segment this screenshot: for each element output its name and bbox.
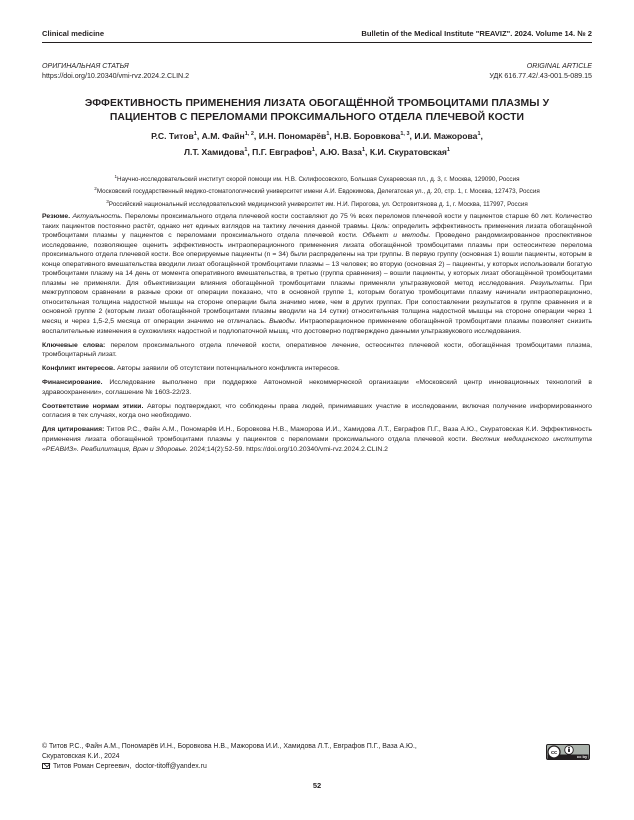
cc-by-license-icon[interactable] [546,744,590,760]
journal-label: Bulletin of the Medical Institute "REAVIZ". 2024. Volume 14. № 2 [361,29,592,38]
methods-text: Проведено рандомизированное проспективное исследование, позволяющее оценить эффективность интраоперационного применения лизата обогащённой тромбоцитами плазмы при остеосинтезе перелома проксимального отдела плечевой кости. Все оперируемые пациенты (n = 34) были распределены на три группы. В первую группу (основная 1) вошли пациенты, которым в конце оперативного вмешательства вводили лизат обогащённой тромбоцитами плазмы – 13 человек; во вторую (основная 2) – пациенты, у которых использовали богатую тромбоцитами плазму на 14 день от момента оперативного вмешательства, в третью (группа сравнения) – вошли пациенты, у которых лизат обогащённой тромбоцитами плазмы не применяли. Для объективизации влияния обогащённой тромбоцитами плазмы применяли ультразвуковой метод исследования. [42,232,593,287]
ethics-paragraph [42,402,592,421]
header-rule [42,42,592,43]
author: Н.В. Боровкова [334,130,401,141]
page-number: 52 [312,781,322,790]
affiliation-text: Российский национальный исследовательский медицинский университет им. Н.И. Пирогова, ул. Островитянова д. 1, г. Москва, 117997, Россия [108,200,528,208]
abstract-paragraph [42,212,592,336]
article-meta [42,61,592,81]
methods-label: Объект и методы. [362,232,431,240]
keywords-text: перелом проксимального отдела плечевой кости, оперативное лечение, остеосинтез плечевой кости, обогащённая тромбоцитами плазма, тромбоцитарный лизат. [42,341,593,359]
contact-email-link[interactable]: doctor-titoff@yandex.ru [135,762,207,770]
author: П.Г. Евграфов [252,146,312,157]
author: И.Н. Пономарёв [258,130,327,141]
affiliation [42,184,592,196]
citation-text: Титов Р.С., Файн А.М., Пономарёв И.Н., Боровкова Н.В., Мажорова И.И., Хамидова Л.Т., Евграфов П.Г., Ваза А.Ю., Скуратовская К.И. Эффективность применения лизата обогащённой тромбоцитами плазмы у пациентов с переломами проксимального отдела плечевой кости. [42,426,592,443]
author: А.Ю. Ваза [319,146,362,157]
article-type-ru: ОРИГИНАЛЬНАЯ СТАТЬЯ [42,62,129,70]
author: Л.Т. Хамидова [184,146,245,157]
funding-text: Исследование выполнено при поддержке Автономной некоммерческой организации «Московский центр инновационных технологий в здравоохранении», соглашение № 1603-22/23. [42,379,592,396]
affiliation-number: 3 [106,198,109,204]
author: Р.С. Титов [151,130,194,141]
aim-text: определить эффективность применения лизата обогащённой тромбоцитами плазмы у пациентов с переломами проксимального отдела плечевой кости. [42,222,593,240]
author-affil-ref: 1 [244,146,248,153]
results-label: Результаты. [530,279,575,287]
author-affil-ref: 1, 2 [244,131,254,137]
author-affil-ref: 1, 3 [400,131,410,137]
svg-text:cc: cc [550,750,558,756]
author: И.И. Мажорова [414,130,478,141]
ethics-text: Авторы подтверждают, что соблюдены права людей, принимавших участие в исследовании, включая получение информированного согласия в тех случаях, когда оно необходимо. [42,402,592,420]
affiliation-text: Научно-исследовательский институт скорой помощи им. Н.В. Склифосовского, Большая Сухаревская пл., д. 3, г. Москва, 129090, Россия [117,176,520,184]
author-affil-ref: 1 [311,146,315,153]
results-text: При межгрупповом сравнении в разные сроки от операции показано, что в основной группе 1, которым богатую тромбоцитами плазму начинали интраоперационно, относительная толщина надостной мышцы на стороне операции была значимо ниже, чем в других группах. При сопоставлении результатов в группе сравнения и в основной группе 2 (которым лизат обогащённой тромбоцитами плазмы вводили на 14 сутки) относительная толщина надостной мышцы на стороне операции через 1 месяц и через 1,5-2,5 месяца от операции значимо не отличалась. [42,279,592,326]
doi-link[interactable]: https://doi.org/10.20340/vmi-rvz.2024.2.CLIN.2 [42,72,190,80]
article-title: ЭФФЕКТИВНОСТЬ ПРИМЕНЕНИЯ ЛИЗАТА ОБОГАЩЁННОЙ ТРОМБОЦИТАМИ ПЛАЗМЫ У ПАЦИЕНТОВ С ПЕРЕЛОМАМИ ПРОКСИМАЛЬНОГО ОТДЕЛА ПЛЕЧЕВОЙ КОСТИ [84,98,550,123]
license-badge-text: cc by [577,754,588,760]
section-label: Clinical medicine [42,29,105,38]
author-affil-ref: 1 [193,131,197,137]
affiliation [42,197,592,209]
udk-code: УДК 616.77.42/.43-001.5-089.15 [489,72,592,80]
conflict-text: Авторы заявили об отсутствии потенциального конфликта интересов. [115,365,340,373]
keywords-paragraph [42,341,592,360]
conclusions-label: Выводы. [269,318,297,326]
citation-journal: Вестник медицинского института «РЕАВИЗ». Реабилитация, Врач и Здоровье. [42,435,592,453]
mail-icon [42,763,50,769]
abstract-block [42,212,592,459]
affiliation-list [42,172,592,209]
article-type-en: ORIGINAL ARTICLE [526,62,592,70]
funding-label: Финансирование. [42,379,103,387]
aim-label: Цель: [371,222,390,230]
author: А.М. Файн [201,130,245,141]
abstract-label: Резюме. [42,213,71,220]
author: К.И. Скуратовская [369,146,447,157]
copyright-text: © Титов Р.С., Файн А.М., Пономарёв И.Н., Боровкова Н.В., Мажорова И.И., Хамидова Л.Т., Евграфов П.Г., Ваза А.Ю., Скуратовская К.И., 2024 [42,743,417,760]
contact-name: Титов Роман Сергеевич, [53,762,132,770]
author-list: Р.С. Титов$^1$, А.М. Файн$^{1, 2}$, И.Н. Пономарёв$^1$, Н.В. Боровкова$^{1, 3}$, И.И. Мажорова$^1$, Л.Т. Хамидова$^1$, П.Г. Евграфов$^1$, А.Ю. Ваза$^1$, К.И. Скуратовская$^1$ [151,130,483,157]
ethics-label: Соответствие нормам этики. [42,402,144,410]
funding-paragraph [42,378,592,397]
conclusions-text: Интраоперационное применение обогащённой тромбоцитами плазмы позволяет снизить воспалительные изменения в сухожилиях надостной и подлопаточной мышц, что достоверно подтверждено данными ультразвукового исследования. [42,318,592,335]
author-affil-ref: 1 [477,131,481,137]
relevance-text: Переломы проксимального отдела плечевой кости составляют до 75 % всех переломов плечевой кости у пациентов старше 60 лет. Количество таких пациентов постоянно растёт, однако нет единых взглядов на тактику лечения данной травмы. [42,213,592,230]
affiliation-text: Московский государственный медико-стоматологический университет имени А.И. Евдокимова, Делегатская ул., д. 20, стр. 1, г. Москва, 127473, Россия [96,188,540,196]
relevance-label: Актуальность. [72,213,123,220]
author-affil-ref: 1 [446,146,450,153]
citation-paragraph [42,425,592,454]
citation-label: Для цитирования: [42,426,105,434]
author-affil-ref: 1 [326,131,330,137]
conflict-label: Конфликт интересов. [42,365,116,373]
citation-ref: 2024;14(2):52-59. [187,445,245,453]
running-header [42,29,592,38]
keywords-label: Ключевые слова: [42,341,106,349]
author-affil-ref: 1 [361,146,366,153]
affiliation-number: 1 [114,174,118,179]
contact-line [42,762,462,772]
conflict-paragraph [42,364,592,374]
footer [42,742,462,771]
citation-doi-link[interactable]: https://doi.org/10.20340/vmi-rvz.2024.2.CLIN.2 [246,445,388,453]
affiliation-number: 2 [94,186,97,192]
affiliation [42,172,592,184]
